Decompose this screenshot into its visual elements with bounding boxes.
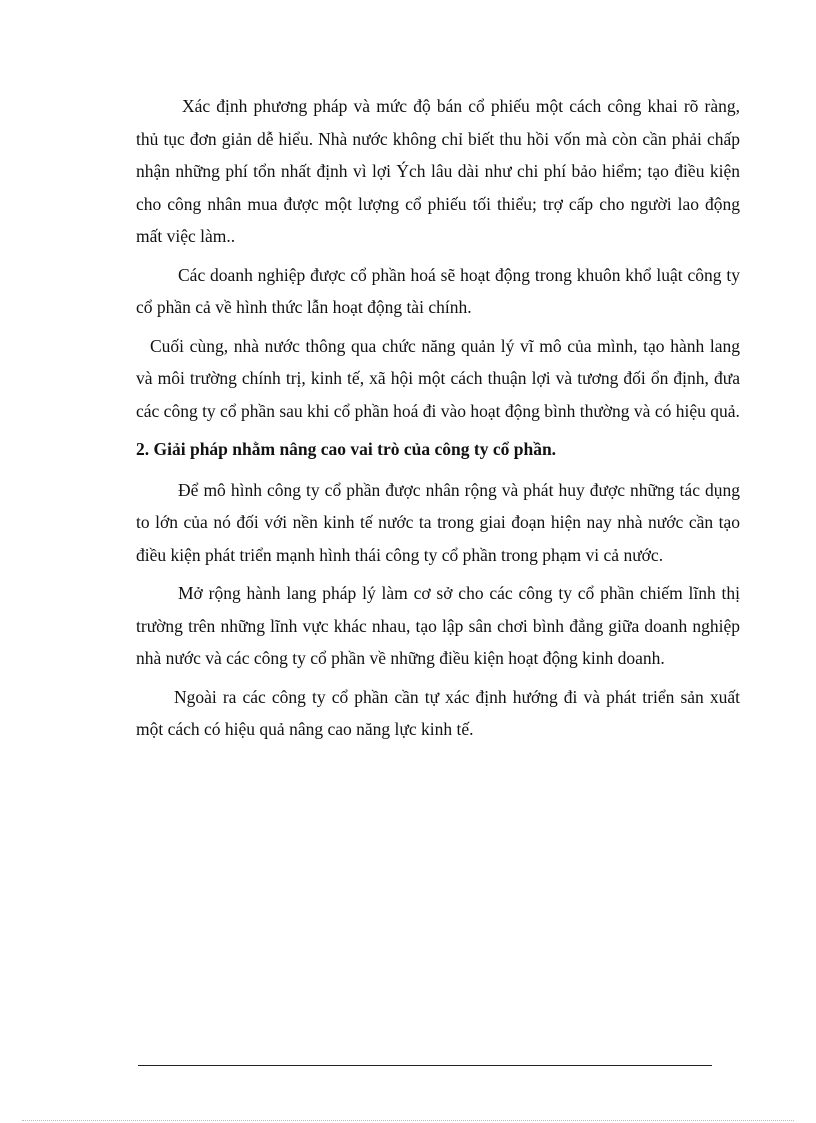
paragraph-self-direction: Ngoài ra các công ty cổ phần cần tự xác định hướng đi và phát triển sản xuất một cách có hiệu quả nâng cao năng lực kinh tế. [136, 686, 740, 739]
paragraph-state-macro-management: Cuối cùng, nhà nước thông qua chức năng quản lý vĩ mô của mình, tạo hành lang và môi trường chính trị, kinh tế, xã hội một cách thuận lợi và tương đối ổn định, đưa các công ty cổ phần sau khi cổ phần hoá đi vào hoạt động bình thường và có hiệu quả. [136, 335, 740, 421]
paragraph-legal-corridor: Mở rộng hành lang pháp lý làm cơ sở cho các công ty cổ phần chiếm lĩnh thị trường trên những lĩnh vực khác nhau, tạo lập sân chơi bình đẳng giữa doanh nghiệp nhà nước và các công ty cổ phần về những điều kiện hoạt động kinh doanh. [136, 583, 740, 668]
section-heading: 2. Giải pháp nhằm nâng cao vai trò của công ty cổ phần. [136, 439, 557, 459]
paragraph-equitized-enterprises: Các doanh nghiệp được cổ phần hoá sẽ hoạt động trong khuôn khổ luật công ty cổ phần cả về hình thức lẫn hoạt động tài chính. [136, 264, 740, 317]
paragraph-model-replication: Để mô hình công ty cổ phần được nhân rộng và phát huy được những tác dụng to lớn của nó đối với nền kinh tế nước ta trong giai đoạn hiện nay nhà nước cần tạo điều kiện phát triển mạnh hình thái công ty cổ phần trong phạm vi cả nước. [136, 479, 740, 565]
document-body [136, 90, 740, 752]
footer-rule [138, 1065, 712, 1066]
page-bottom-edge [22, 1120, 794, 1121]
paragraph-share-sale-method: Xác định phương pháp và mức độ bán cổ phiếu một cách công khai rõ ràng, thủ tục đơn giản dễ hiểu. Nhà nước không chỉ biết thu hồi vốn mà còn cần phải chấp nhận những phí tổn nhất định vì lợi Ých lâu dài như chi phí bảo hiểm; tạo điều kiện cho công nhân mua được một lượng cổ phiếu tối thiểu; trợ cấp cho người lao động mất việc làm.. [136, 96, 740, 246]
